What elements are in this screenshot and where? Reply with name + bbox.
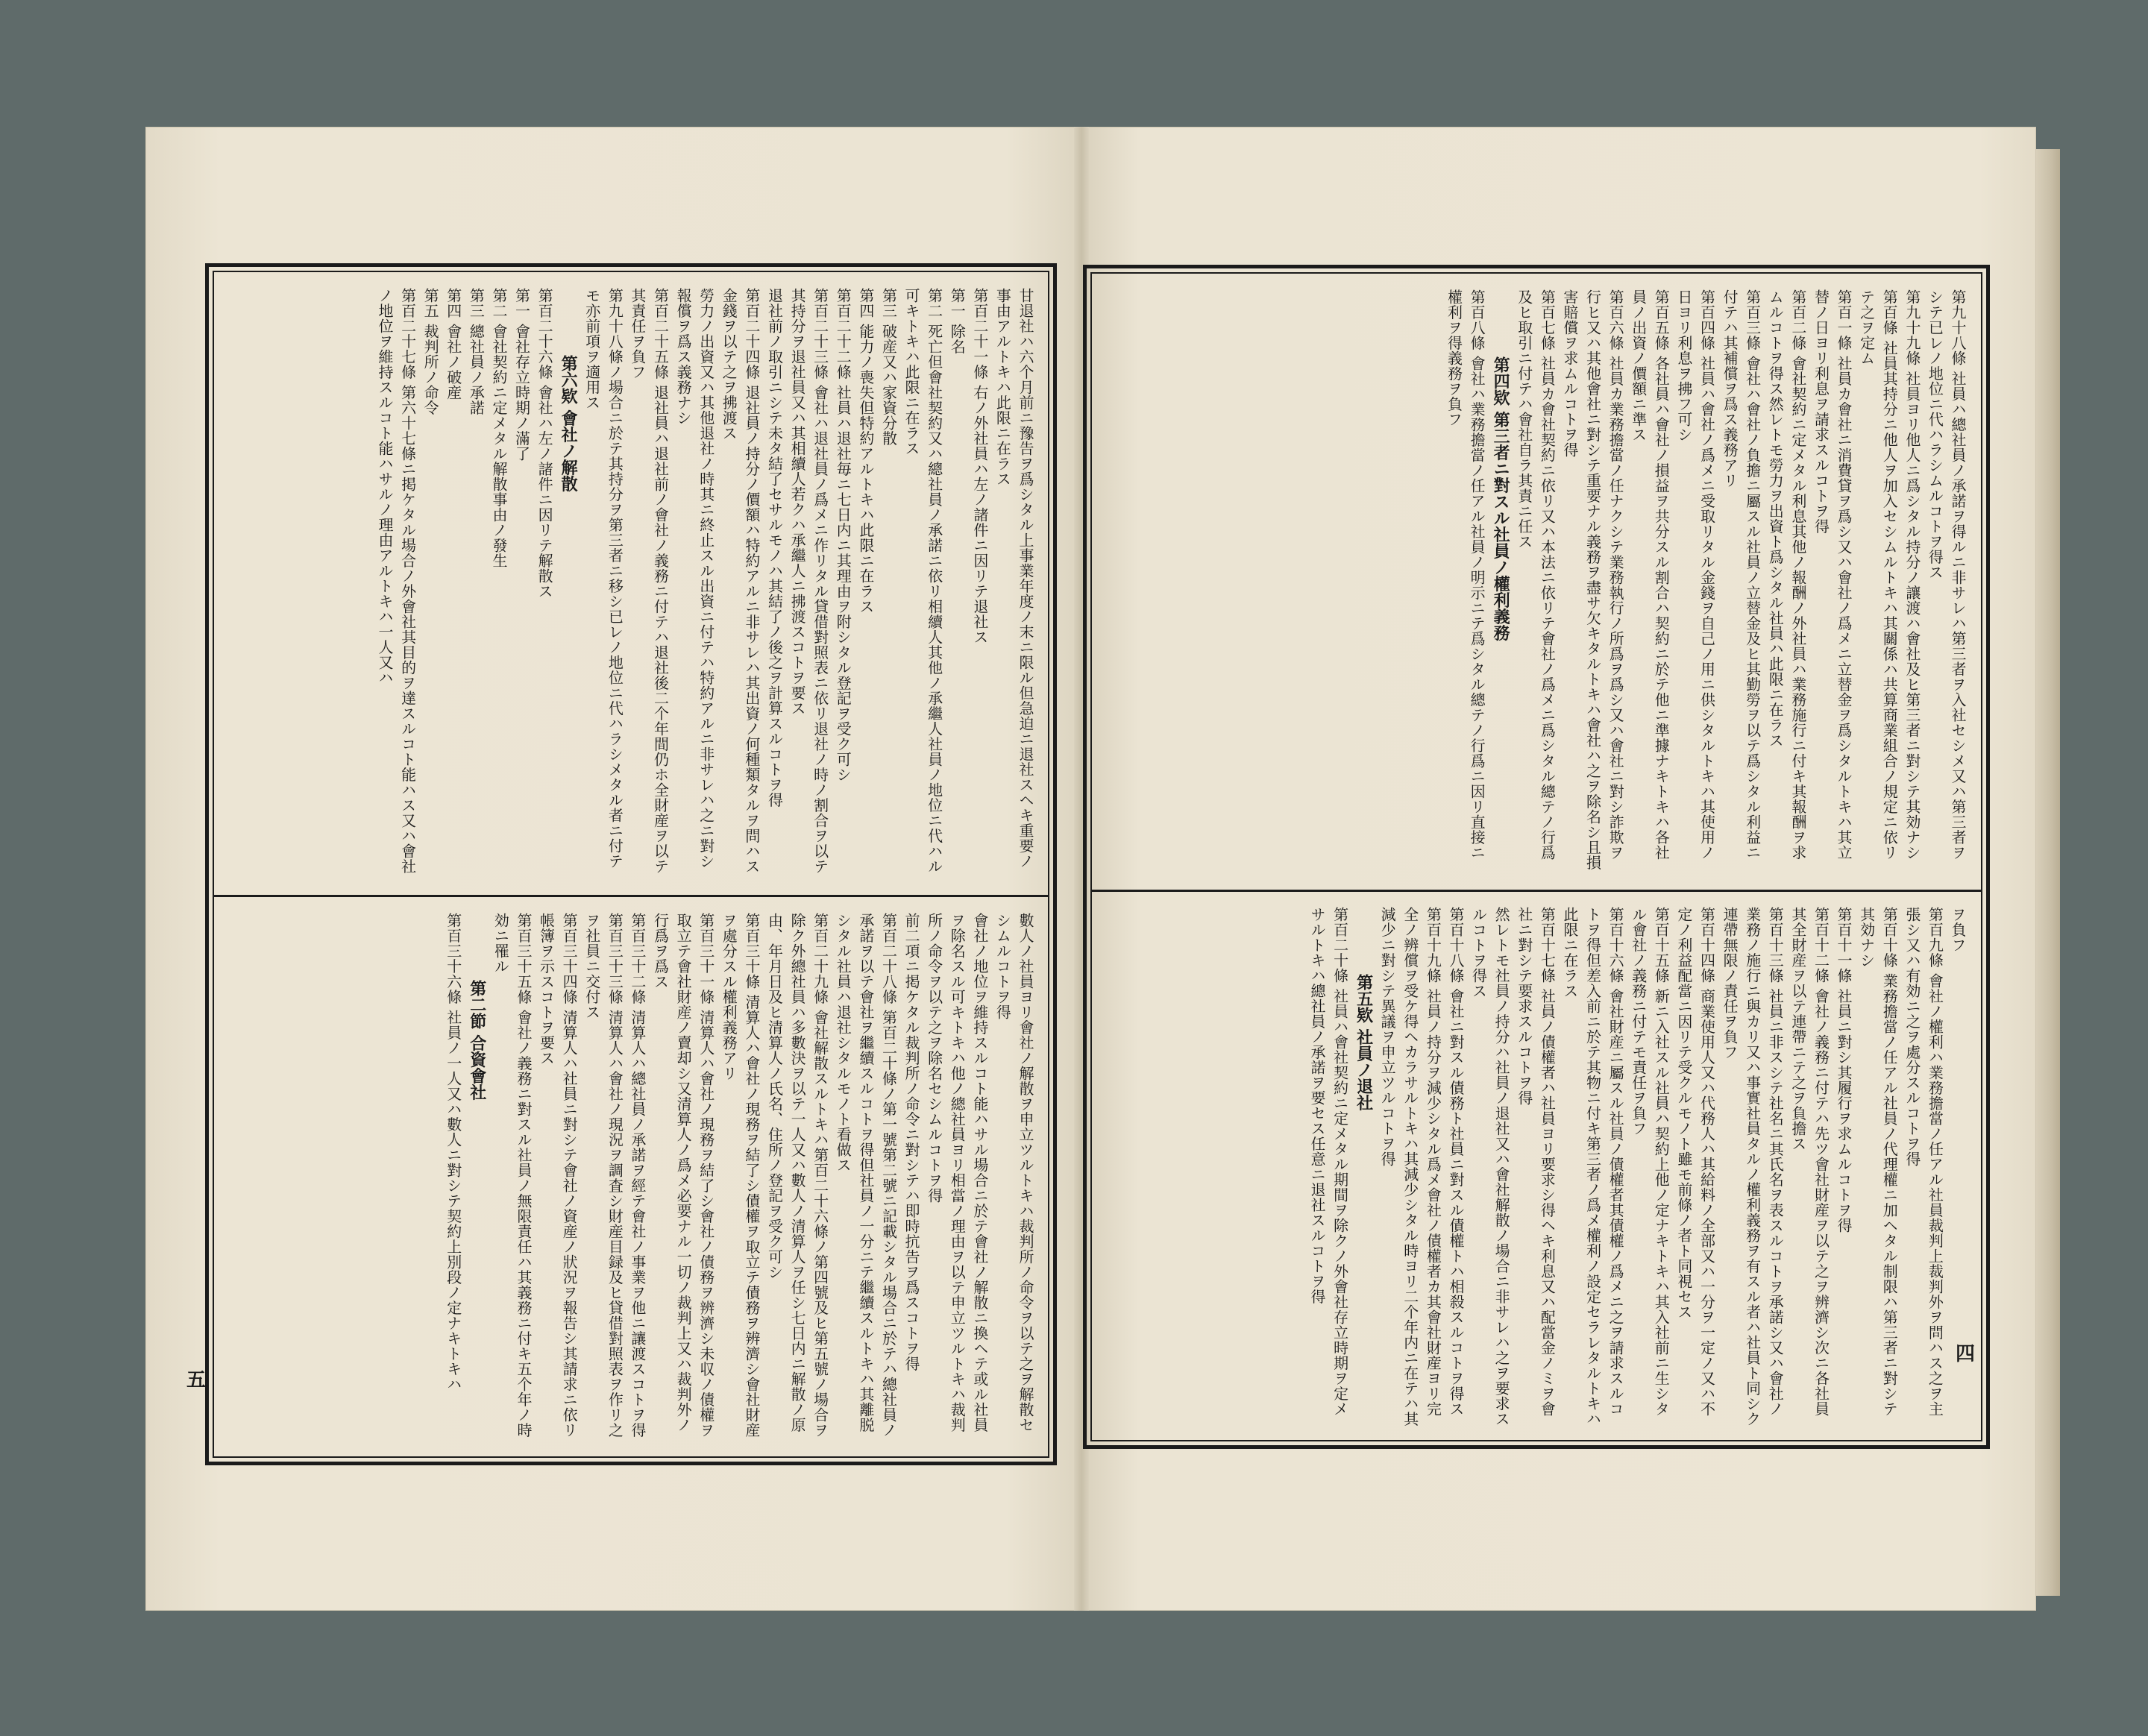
article-text: 第百三十四條 清算人ハ社員ニ對シテ會社ノ資産ノ狀況ヲ報告シ其請求ニ依リ帳簿ヲ示スコトヲ要ス (537, 913, 579, 1438)
article-text: 第百二十四條 退社員ノ持分ノ價額ハ特約アルニ非サレハ其出資ノ何種類タルヲ問ハス金錢ヲ以テ之ヲ拂渡ス (720, 288, 761, 874)
article-text: 第百二十九條 會社解散スルトキハ第百二十六條ノ第四號及ヒ第五號ノ場合ヲ除ク外總社員ハ多數決ヲ以テ一人又ハ數人ノ清算人ヲ任シ七日内ニ解散ノ原由、年月日及ヒ清算人ノ氏名、住所ノ登記ヲ受ク可シ (765, 913, 829, 1438)
article-text: 第一 會社存立時期ノ滿了 (512, 288, 531, 462)
article-text: 然レトモ社員ノ持分ハ社員ノ退社又ハ會社解散ノ場合ニ非サレハ之ヲ要求スルコトヲ得ス (1469, 907, 1511, 1427)
article-text: 第百十條 業務擔當ノ任アル社員ノ代理權ニ加ヘタル制限ハ第三者ニ對シテ其効ナシ (1857, 907, 1899, 1417)
article-text: 第百三十六條 社員ノ一人又ハ數人ニ對シテ契約上別段ノ定ナキトキハ (444, 913, 462, 1392)
article-text: 數人ノ社員ヨリ會社ノ解散ヲ申立ツルトキハ裁判所ノ命令ヲ以テ之ヲ解散セシムルコトヲ得 (993, 913, 1034, 1432)
right-page-number: 四 (1956, 1343, 1976, 1365)
article-text: 第一 除名 (948, 288, 967, 354)
article-text: 第百十七條 社員ノ債權者ハ社員ヨリ要求シ得ヘキ利息又ハ配當金ノミヲ會社ニ對シテ要求スルコトヲ得 (1515, 907, 1557, 1417)
article-text: 第百十六條 會社財産ニ屬スル社員ノ債權者其債權ノ爲メニ之ヲ請求スルコトヲ得但差入前ニ於テ其物ニ付キ第三者ノ爲メ權利ノ設定セラレタルトキハ此限ニ在ラス (1560, 907, 1625, 1427)
article-text: 第百十八條 會社ニ對スル債務ト社員ニ對スル債權トハ相殺スルコトヲ得ス (1446, 907, 1465, 1417)
article-text: 第五 裁判所ノ命令 (421, 288, 440, 415)
right-panel-divider (1090, 890, 1982, 892)
article-text: 第百五條 各社員ハ會社ノ損益ヲ共分スル割合ハ契約ニ於テ他ニ準據ナキトキハ各社員ノ出資ノ價額ニ準ス (1629, 289, 1671, 861)
right-upper-panel (1096, 279, 1976, 884)
left-page-number: 五 (186, 1369, 207, 1391)
article-text: 第百二十條 社員ハ會社契約ニ定メタル期間ヲ除クノ外會社存立時期ヲ定メサルトキハ總社員ノ承諾ヲ要セス任意ニ退社スルコトヲ得 (1307, 907, 1349, 1417)
article-text: 第百十九條 社員ノ持分ヲ減少シタル爲メ會社ノ債權者カ其會社財産ヨリ完全ノ辨償ヲ受ケ得ヘカラサルトキハ其減少シタル時ヨリ二个年内ニ在テハ其減少ニ對シテ異議ヲ申立ツルコトヲ得 (1378, 907, 1442, 1427)
article-text: 第百三條 會社ハ會社ノ負擔ニ屬スル社員ノ立替金及ヒ其勤勞ヲ以テ爲シタル利益ニ付テハ其補償ヲ爲ス義務アリ (1721, 289, 1762, 861)
section-heading: 第四欵 第三者ニ對スル社員ノ權利義務 (1491, 356, 1511, 641)
article-text: 第百二十八條 第百二十條ノ第一號第二號ニ記載シタル場合ニ於テハ總社員ノ承諾ヲ以テ會社ヲ繼續スルコトヲ得但社員ノ一分ニテ繼續スルトキハ其離脱シタル社員ハ退社シタルモノト看做ス (834, 913, 898, 1438)
article-text: 第百三十三條 清算人ハ會社ノ現況ヲ調査シ財産目録及ヒ貸借對照表ヲ作リ之ヲ社員ニ交付ス (582, 913, 624, 1438)
article-text: 第百三十二條 清算人ハ總社員ノ承諾ヲ經テ會社ノ事業ヲ他ニ讓渡スコトヲ得 (628, 913, 647, 1438)
article-text: 第百四條 社員ハ會社ノ爲メニ受取リタル金錢ヲ自己ノ用ニ供シタルトキハ其使用ノ日ヨリ利息ヲ拂フ可シ (1674, 289, 1716, 861)
article-text: 第百十四條 商業使用人又ハ代務人ハ其給料ノ全部又ハ一分ヲ一定ノ又ハ不定ノ利益配當ニ因リテ受クルモノト雖モ前條ノ者ト同視セス (1674, 907, 1716, 1417)
right-lower-panel (1096, 896, 1976, 1439)
article-text: 第百一條 社員カ會社ニ消費貸ヲ爲シ又ハ會社ノ爲メニ立替金ヲ爲シタルトキハ其立替ノ日ヨリ利息ヲ請求スルコトヲ得 (1812, 289, 1853, 861)
article-text: 第九十八條ノ場合ニ於テ其持分ヲ第三者ニ移シ已レノ地位ニ代ハラシメタル者ニ付テモ亦前項ヲ適用ス (582, 288, 624, 869)
article-text: 第百七條 社員カ會社契約ニ依リ又ハ本法ニ依リテ會社ノ爲メニ爲シタル總テノ行爲及ヒ取引ニ付テハ會社自ラ其責ニ任ス (1515, 289, 1557, 861)
article-text: 第百二條 會社契約ニ定メタル利息其他ノ報酬ノ外社員ハ業務施行ニ付キ其報酬ヲ求ムルコトヲ得ス然レトモ勞力ヲ出資ト爲シタル社員ハ此限ニ在ラス (1766, 289, 1807, 861)
article-text: 退社前ノ取引ニシテ未タ結了セサルモノハ其結了ノ後之ヲ計算スルコトヲ得 (765, 288, 784, 808)
article-text: 第百三十一條 清算人ハ會社ノ現務ヲ結了シ會社ノ債務ヲ辨濟シ未収ノ債權ヲ取立テ會社財産ノ賣却シ又清算人ノ爲メ必要ナル一切ノ裁判上又ハ裁判外ノ行爲ヲ爲ス (651, 913, 715, 1438)
article-text: 第二 會社契約ニ定メタル解散事由ノ發生 (489, 288, 508, 568)
article-text: 第百九條 會社ノ權利ハ業務擔當ノ任アル社員裁判上裁判外ヲ問ハス之ヲ主張シ又ハ有効ニ之ヲ處分スルコトヲ得 (1903, 907, 1944, 1417)
left-panel-divider (213, 895, 1049, 897)
article-text: 第九十九條 社員ヨリ他人ニ爲シタル持分ノ讓渡ハ會社及ヒ第三者ニ對シテ其効ナシ (1903, 289, 1921, 861)
left-upper-panel (218, 277, 1044, 889)
article-text: 第百六條 社員カ業務擔當ノ任ナクシテ業務執行ノ所爲ヲ爲シ又ハ會社ニ對シ詐欺ヲ行ヒ又ハ其他會社ニ對シテ重要ナル義務ヲ盡サ欠キタルトキハ會社ハ之ヲ除名シ且損害賠償ヲ求ムルコトヲ得 (1560, 289, 1625, 870)
article-text: 第四 會社ノ破産 (444, 288, 462, 400)
article-text: 第百二十一條 右ノ外社員ハ左ノ諸件ニ因リテ退社ス (970, 288, 989, 645)
section-heading: 第六欵 會社ノ解散 (559, 355, 579, 492)
article-text: 第百十五條 新ニ入社スル社員ハ契約上他ノ定ナキトキハ其入社前ニ生シタル會社ノ義務ニ付テモ責任ヲ負フ (1629, 907, 1671, 1417)
article-text: 第百二十五條 退社員ハ退社前ノ會社ノ義務ニ付テハ退社後二个年間仍ホ全財産ヲ以テ其責任ヲ負フ (628, 288, 670, 874)
article-text: 第百條 社員其持分ニ他人ヲ加入セシムルトキハ其關係ハ共算商業組合ノ規定ニ依リテ之ヲ定ム (1857, 289, 1899, 861)
article-text: 第三 總社員ノ承諾 (467, 288, 486, 415)
section-heading: 第二節 合資會社 (467, 980, 487, 1101)
article-text: 前二項ニ掲ケタル裁判所ノ命令ニ對シテハ即時抗告ヲ爲スコトヲ得 (902, 913, 921, 1371)
article-text: 甘退社ハ六个月前ニ豫告ヲ爲シタル上事業年度ノ末ニ限ル但急迫ニ退社スヘキ重要ノ事由アルトキハ此限ニ在ラス (993, 288, 1034, 869)
article-text: 第百八條 會社ハ業務擔當ノ任アル社員ノ明示ニテ爲シタル總テノ行爲ニ因リ直接ニ權利ヲ得義務ヲ負フ (1445, 289, 1486, 861)
article-text: 會社ノ地位ヲ維持スルコト能ハサル場合ニ於テ會社ノ解散ニ換ヘテ或ル社員ヲ除名スル可キトキハ他ノ總社員ヨリ相當ノ理由ヲ以テ申立ツルトキハ裁判所ノ命令ヲ以テ之ヲ除名セシムルコトヲ得 (925, 913, 989, 1432)
article-text: 第百十一條 社員ニ對シ其履行ヲ求ムルコトヲ得 (1835, 907, 1853, 1233)
article-text: 第四 能力ノ喪失但特約アルトキハ此限ニ在ラス (856, 288, 875, 614)
article-text: 第百三十條 清算人ハ會社ノ現務ヲ結了シ債權ヲ取立テ債務ヲ辨濟シ會社財産ヲ處分スル權利義務アリ (720, 913, 761, 1438)
article-text: 第百二十六條 會社ハ左ノ諸件ニ因リテ解散ス (536, 288, 554, 599)
article-text: 第百二十七條 第六十七條ニ掲ケタル場合ノ外會社其目的ヲ達スルコト能ハス又ハ會社ノ地位ヲ維持スルコト能ハサルノ理由アルトキハ一人又ハ (375, 288, 417, 874)
article-text: 第二 死亡但會社契約又ハ總社員ノ承諾ニ依リ相續人其他ノ承繼人社員ノ地位ニ代ハル可キトキハ此限ニ在ラス (902, 288, 943, 874)
article-text: 第百二十二條 社員ハ退社毎ニ七日内ニ其理由ヲ附シタル登記ヲ受ク可シ (834, 288, 852, 782)
article-text: 第百十三條 社員ニ非スシテ社名ニ其氏名ヲ表スルコトヲ承諾シ又ハ會社ノ業務ノ施行ニ與カリ又ハ事實社員タルノ權利義務ヲ有スル者ハ社員ト同シク連帶無限ノ責任ヲ負フ (1721, 907, 1785, 1427)
left-lower-panel (218, 902, 1044, 1456)
page-edge-stack (2036, 149, 2060, 1596)
article-text: 第百二十三條 會社ハ退社員ノ爲メニ作リタル貸借對照表ニ依リ退社ノ時ノ割合ヲ以テ其持分ヲ退社員又ハ其相續人若クハ承繼人ニ拂渡スコトヲ要ス (788, 288, 829, 874)
section-heading: 第五欵 社員ノ退社 (1354, 974, 1374, 1111)
article-text: 第九十八條 社員ハ總社員ノ承諾ヲ得ルニ非サレハ第三者ヲ入社セシメ又ハ第三者ヲシテ已レノ地位ニ代ハラシムルコトヲ得ス (1926, 289, 1967, 861)
article-text: 勞力ノ出資又ハ其他退社ノ時其ニ終止スル出資ニ付テハ特約アルニ非サレハ之ニ對シ報償ヲ爲ス義務ナシ (674, 288, 715, 869)
article-text: 第百三十五條 會社ノ義務ニ對スル社員ノ無限責任ハ其義務ニ付キ五个年ノ時効ニ罹ル (492, 913, 533, 1438)
article-text: 第百十二條 會社ノ義務ニ付テハ先ツ會社財産ヲ以テ之ヲ辨濟シ次ニ各社員其全財産ヲ以テ連帶ニテ之ヲ負擔ス (1789, 907, 1830, 1417)
article-text: ヲ負フ (1949, 907, 1967, 953)
article-text: 第三 破産又ハ家資分散 (879, 288, 898, 446)
